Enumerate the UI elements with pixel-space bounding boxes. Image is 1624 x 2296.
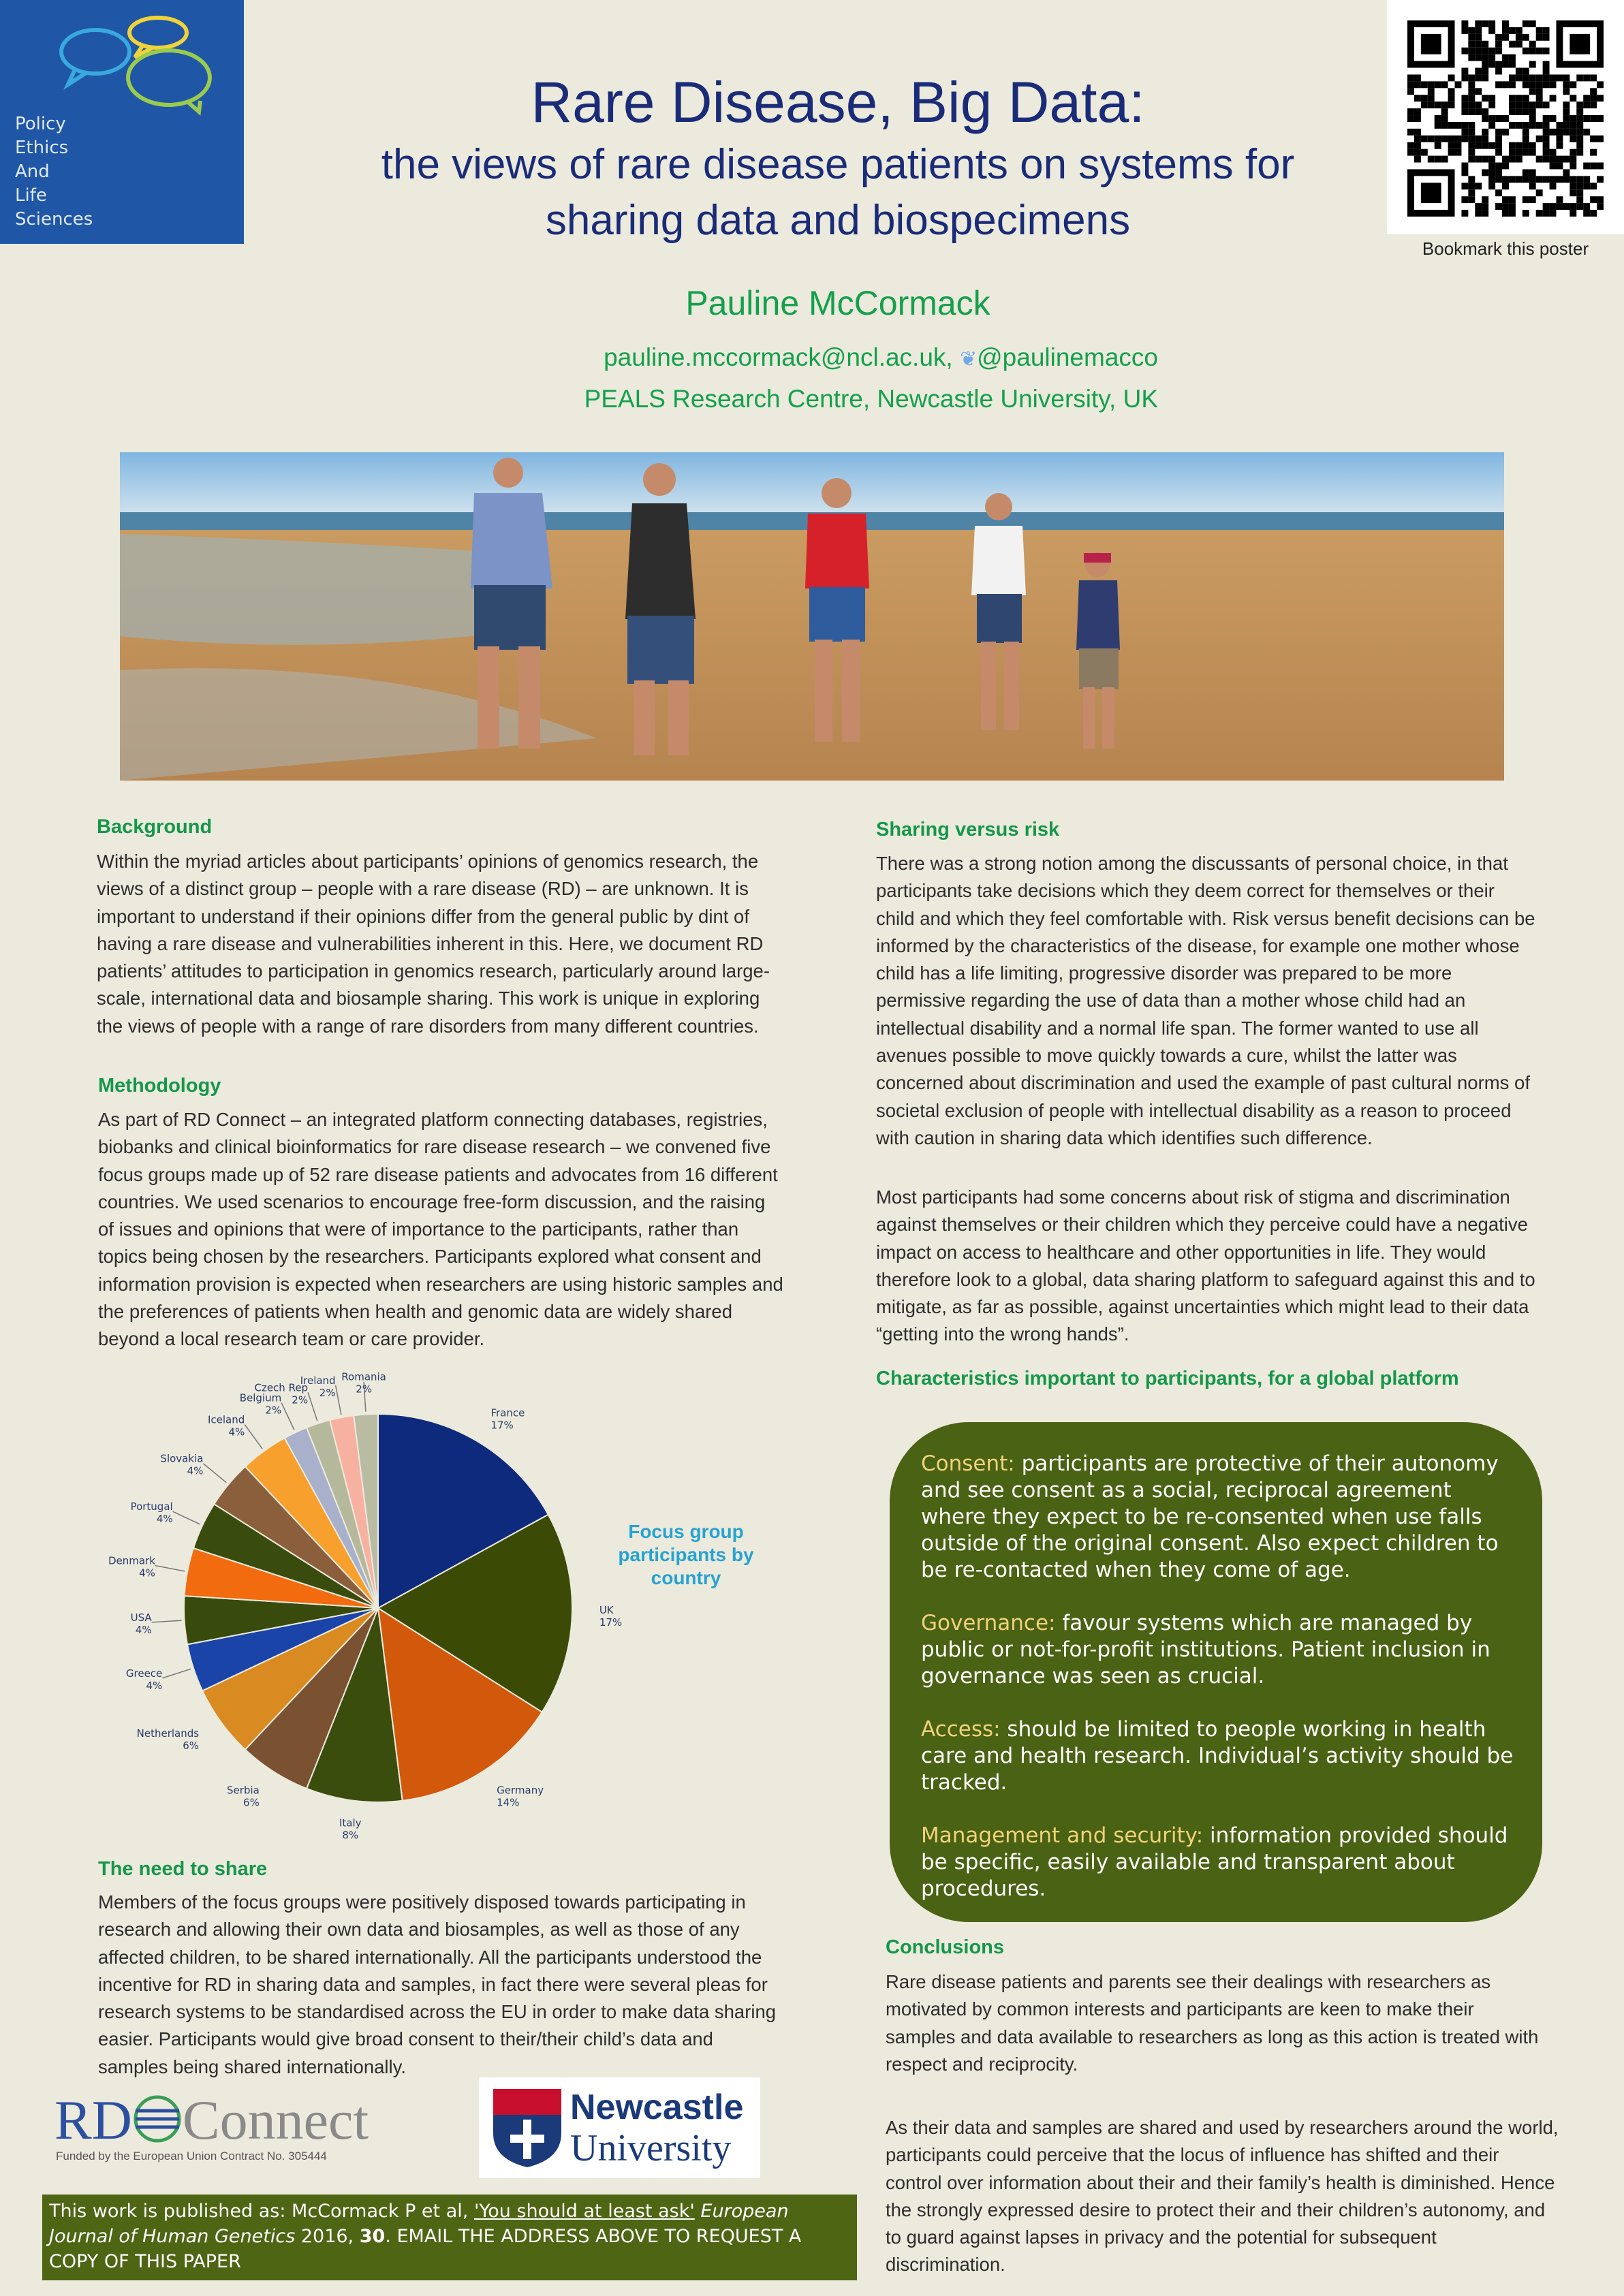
twitter-icon: ❦ [959, 348, 978, 371]
pie-category-label: UK [599, 1604, 614, 1617]
characteristics-list [921, 1451, 1520, 1929]
characteristic-key: Access: [921, 1717, 1001, 1742]
leader-line [203, 1464, 226, 1483]
pie-value-label: 4% [187, 1464, 204, 1477]
pie-category-label: Netherlands [136, 1727, 200, 1740]
conclusions-heading: Conclusions [886, 1936, 1005, 1958]
pie-category-label: Iceland [207, 1413, 245, 1426]
background-heading: Background [97, 816, 213, 838]
sharing-heading: Sharing versus risk [876, 819, 1060, 840]
pie-category-label: Germany [497, 1784, 544, 1797]
leader-line [152, 1620, 182, 1622]
leader-line [308, 1392, 317, 1421]
pie-category-label: Czech Rep [254, 1381, 309, 1394]
sharing-text-2: Most participants had some concerns about risk of stigma and discrimination against themselves or their children which they perceive could have a negative impact on access to healthcare and other opportunities in life. They would therefore look to a global, data sharing platform to safeguard against this and to mitigate, as far as possible, against uncertainties which might lead to their data “getting into the wrong hands”. [876, 1186, 1535, 1345]
rd-connect-logo [54, 2088, 369, 2152]
chart-title: Focus group participants by country [618, 1521, 754, 1588]
affiliation: PEALS Research Centre, Newcastle University, UK [584, 385, 1158, 413]
need-text: Members of the focus groups were positively disposed towards participating in research and allowing their own data and biosamples, as well as those of any affected children, to be shared internationally. All the participants understood the incentive for RD in sharing data and samples, in fact there were several pleas for research systems to be standardised across the EU in order to make data sharing easier. Participants would give broad consent to their/their child’s data and samples being shared internationally. [98, 1891, 777, 2077]
contact-line [477, 338, 1158, 379]
leader-line [281, 1403, 294, 1430]
characteristic-item [921, 1451, 1520, 1584]
pie-value-label: 8% [342, 1829, 359, 1842]
qr-code-icon [1407, 20, 1604, 217]
title-sub-line1: the views of rare disease patients on systems for [381, 141, 1295, 188]
pie-category-label: Serbia [227, 1784, 260, 1797]
need-heading: The need to share [98, 1858, 268, 1880]
leader-line [336, 1385, 341, 1415]
characteristic-item [921, 1823, 1520, 1902]
pie-value-label: 14% [497, 1796, 520, 1809]
leader-line [162, 1669, 191, 1678]
pie-category-label: USA [130, 1611, 152, 1624]
poster-title [259, 68, 1417, 248]
pie-value-label: 6% [243, 1796, 260, 1809]
pie-value-label: 2% [319, 1386, 336, 1399]
characteristic-text: information provided should be specific, easily available and transparent about procedures. [921, 1823, 1508, 1901]
logo-word: Sciences [15, 209, 93, 230]
characteristic-key: Management and security: [921, 1823, 1204, 1848]
background-text: Within the myriad articles about participants’ opinions of genomics research, the views of a distinct group – people with a rare disease (RD) – are unknown. It is important to understand if their opinions differ from the general public by dint of having a rare disease and vulnerabilities inherent in this. Here, we document RD patients’ attitudes to participation in genomics research, particularly around large-scale, international data and biosample sharing. This work is unique in exploring the views of people with a range of rare disorders from many different countries. [97, 851, 770, 1037]
beach-family-photo [120, 452, 1504, 781]
country-pie-chart [95, 1366, 623, 1842]
conclusions-text-1: Rare disease patients and parents see their dealings with researchers as motivated by common interests and participants are keen to make their samples and data available to researchers as long as this action is treated with respect and reciprocity. [886, 1971, 1539, 2075]
qr-caption: Bookmark this poster [1422, 238, 1589, 259]
pie-value-label: 6% [183, 1740, 200, 1752]
pie-value-label: 4% [135, 1623, 152, 1636]
shield-icon [490, 2086, 565, 2170]
pie-category-label: Belgium [239, 1391, 282, 1404]
pie-value-label: 4% [228, 1426, 245, 1438]
title-main: Rare Disease, Big Data: [531, 70, 1145, 134]
pie-category-label: Ireland [300, 1374, 336, 1387]
pie-value-label: 2% [356, 1383, 372, 1396]
logo-word: Life [15, 185, 47, 206]
leader-line [155, 1566, 185, 1571]
title-sub-line2: sharing data and biospecimens [545, 197, 1131, 244]
pie-value-label: 17% [599, 1616, 623, 1629]
pub-volume: 30 [359, 2226, 386, 2247]
methodology-heading: Methodology [98, 1075, 221, 1097]
publication-note [42, 2195, 857, 2280]
journal-name: European Journal of Human Genetics [49, 2201, 789, 2247]
funding-note: Funded by the European Union Contract No. 305444 [56, 2150, 327, 2163]
leader-line [173, 1511, 200, 1524]
family-photo-illustration [120, 452, 1504, 781]
twitter-handle[interactable]: @paulinemacco [977, 343, 1158, 371]
email-link[interactable]: pauline.mccormack@ncl.ac.uk, [604, 343, 953, 371]
pie-value-label: 4% [146, 1679, 163, 1692]
methodology-text: As part of RD Connect – an integrated platform connecting databases, registries, biobanks and clinical bioinformatics for rare disease research – we convened five focus groups made up of 52 rare disease patients and advocates from 16 different countries. We used scenarios to encourage free-form discussion, and the raising of issues and opinions that were of importance to the participants, rather than topics being chosen by the researchers. Participants explored what consent and information provision is expected when researchers are using historic samples and the preferences of patients when health and genomic data are widely shared beyond a local research team or care provider. [98, 1109, 783, 1350]
rd-connect-connect: Connect [182, 2089, 369, 2151]
pie-value-label: 2% [292, 1394, 309, 1406]
author-name: Pauline McCormack [685, 284, 990, 322]
qr-code[interactable] [1387, 0, 1624, 234]
pub-suffix: . EMAIL THE ADDRESS ABOVE TO REQUEST A COPY OF THIS PAPER [49, 2226, 802, 2272]
pub-year: 2016, [295, 2226, 360, 2247]
logo-word: Policy [15, 114, 66, 134]
contact-block [477, 338, 1158, 419]
pie-value-label: 4% [156, 1513, 173, 1526]
pie-category-label: Italy [339, 1817, 362, 1829]
pie-category-label: Romania [341, 1370, 386, 1383]
pie-value-label: 17% [490, 1419, 514, 1432]
characteristic-text: participants are protective of their autonomy and see consent as a social, reciprocal agreement where they expect to be re-consented when use falls outside of the original consent. Also expect children to be re-contacted when they come of age. [921, 1451, 1499, 1582]
pie-value-label: 2% [265, 1404, 282, 1417]
peals-logo [0, 0, 244, 244]
characteristic-item [921, 1610, 1520, 1690]
characteristics-heading: Characteristics important to participants, for a global platform [876, 1368, 1459, 1389]
pub-prefix: This work is published as: McCormack P et al, [49, 2201, 474, 2222]
logo-word: Ethics [15, 138, 69, 158]
characteristic-key: Consent: [921, 1451, 1015, 1476]
sharing-text-1: There was a strong notion among the discussants of personal choice, in that participants take decisions which they deem correct for themselves or their child and which they feel comfortable with. Risk versus benefit decisions can be informed by the characteristics of the disease, for example one mother whose child has a life limiting, progressive disorder was prepared to be more permissive regarding the use of data than a mother whose child had an intellectual disability and a normal life span. The former wanted to use all avenues possible to move quickly towards a cure, whilst the latter was concerned about discrimination and used the example of past cultural norms of societal exclusion of people with intellectual disability as a reason to proceed with caution in sharing data which identifies such difference. [876, 853, 1535, 1148]
newcastle-university-logo [479, 2077, 760, 2178]
paper-link[interactable]: 'You should at least ask' [473, 2201, 695, 2222]
rd-connect-rd: RD [54, 2089, 132, 2151]
pie-category-label: Portugal [130, 1500, 173, 1513]
conclusions-text-2: As their data and samples are shared and used by researchers around the world, participants could perceive that the locus of influence has shifted and their control over information about their and their family’s health is diminished. Hence the strongly expressed desire to protect their and their children’s autonomy, and to guard against lapses in privacy and the potential for subsequent discrimination. [886, 2117, 1559, 2276]
characteristic-text: favour systems which are managed by public or not-for-profit institutions. Patient inclusion in governance was seen as crucial. [921, 1611, 1490, 1688]
characteristic-text: should be limited to people working in health care and health research. Individual’s activity should be tracked. [921, 1717, 1514, 1795]
pie-category-label: Denmark [108, 1554, 155, 1567]
university-word: University [570, 2127, 732, 2169]
pie-category-label: France [490, 1406, 525, 1419]
characteristic-key: Governance: [921, 1611, 1056, 1635]
pie-value-label: 4% [139, 1567, 155, 1579]
leader-line [245, 1425, 262, 1449]
characteristic-item [921, 1716, 1520, 1796]
pie-category-label: Greece [125, 1667, 163, 1680]
logo-word: And [15, 161, 50, 182]
pie-category-label: Slovakia [160, 1452, 204, 1465]
newcastle-word: Newcastle [570, 2088, 744, 2127]
globe-icon [132, 2094, 183, 2144]
speech-bubbles-icon [54, 10, 225, 112]
